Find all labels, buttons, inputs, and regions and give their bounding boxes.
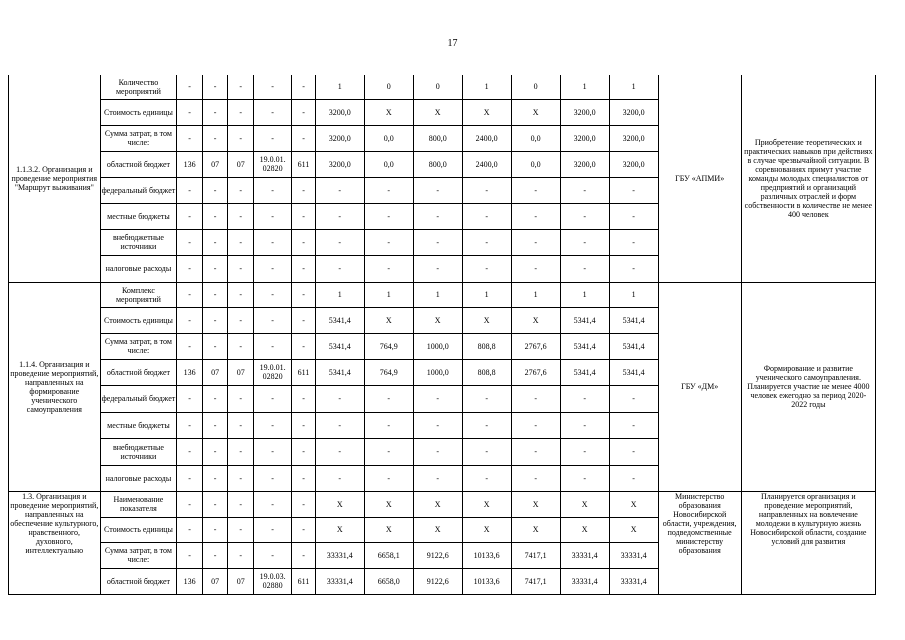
value-cell: 5341,4	[315, 307, 364, 333]
value-cell: X	[413, 99, 462, 125]
value-cell: 2400,0	[462, 125, 511, 151]
value-cell: -	[462, 255, 511, 282]
value-cell: -	[253, 177, 291, 203]
value-cell: 5341,4	[609, 333, 658, 359]
executor-cell: Министерство образования Новосибирской области, учреждения, подведомственные министерству образования	[658, 491, 741, 594]
value-cell: -	[560, 412, 609, 438]
value-cell: X	[462, 307, 511, 333]
value-cell: X	[364, 491, 413, 517]
value-cell: -	[202, 412, 228, 438]
value-cell: -	[292, 203, 315, 229]
value-cell: -	[292, 99, 315, 125]
value-cell: -	[202, 517, 228, 542]
value-cell: -	[202, 385, 228, 412]
value-cell: 5341,4	[560, 333, 609, 359]
value-cell: 3200,0	[609, 151, 658, 177]
value-cell: -	[560, 203, 609, 229]
value-cell: 07	[228, 151, 254, 177]
value-cell: -	[177, 491, 203, 517]
value-cell: 33331,4	[560, 568, 609, 594]
value-cell: 0	[511, 75, 560, 99]
value-cell: -	[413, 438, 462, 465]
value-cell: -	[413, 385, 462, 412]
measure-name-cell: 1.1.3.2. Организация и проведение мероприятия "Маршрут выживания"	[9, 75, 101, 282]
value-cell: X	[511, 517, 560, 542]
value-cell: -	[315, 177, 364, 203]
value-cell: -	[292, 517, 315, 542]
value-cell: -	[315, 438, 364, 465]
value-cell: 1	[462, 282, 511, 307]
value-cell: -	[292, 465, 315, 491]
value-cell: 1000,0	[413, 333, 462, 359]
value-cell: 0,0	[511, 125, 560, 151]
value-cell: -	[253, 99, 291, 125]
value-cell: -	[462, 203, 511, 229]
value-cell: -	[202, 282, 228, 307]
value-cell: -	[253, 203, 291, 229]
value-cell: -	[413, 412, 462, 438]
value-cell: -	[202, 542, 228, 568]
value-cell: X	[364, 307, 413, 333]
indicator-label-cell: Сумма затрат, в том числе:	[100, 542, 177, 568]
value-cell: 07	[202, 151, 228, 177]
value-cell: -	[462, 177, 511, 203]
value-cell: 1	[609, 75, 658, 99]
value-cell: 1	[315, 75, 364, 99]
value-cell: 764,9	[364, 359, 413, 385]
indicator-label-cell: федеральный бюджет	[100, 177, 177, 203]
value-cell: -	[253, 542, 291, 568]
value-cell: -	[253, 465, 291, 491]
table-row	[9, 282, 876, 307]
value-cell: -	[202, 333, 228, 359]
value-cell: -	[253, 255, 291, 282]
value-cell: -	[253, 491, 291, 517]
value-cell: X	[315, 491, 364, 517]
value-cell: -	[253, 75, 291, 99]
value-cell: -	[609, 203, 658, 229]
value-cell: -	[177, 282, 203, 307]
value-cell: -	[177, 542, 203, 568]
indicator-label-cell: Наименование показателя	[100, 491, 177, 517]
value-cell: 5341,4	[560, 359, 609, 385]
value-cell: X	[462, 517, 511, 542]
value-cell: 07	[228, 568, 254, 594]
value-cell: -	[511, 255, 560, 282]
value-cell: -	[202, 491, 228, 517]
value-cell: -	[315, 385, 364, 412]
value-cell: 33331,4	[315, 542, 364, 568]
value-cell: -	[177, 412, 203, 438]
value-cell: -	[228, 307, 254, 333]
value-cell: 10133,6	[462, 568, 511, 594]
value-cell: -	[202, 75, 228, 99]
value-cell: 1	[560, 282, 609, 307]
value-cell: -	[228, 203, 254, 229]
indicator-label-cell: внебюджетные источники	[100, 229, 177, 255]
value-cell: -	[511, 177, 560, 203]
indicator-label-cell: Стоимость единицы	[100, 307, 177, 333]
indicator-label-cell: областной бюджет	[100, 568, 177, 594]
value-cell: 136	[177, 359, 203, 385]
indicator-label-cell: местные бюджеты	[100, 412, 177, 438]
measure-name-cell: 1.1.4. Организация и проведение мероприятий, направленных на формирование ученического самоуправления	[9, 282, 101, 491]
value-cell: -	[364, 412, 413, 438]
value-cell: 800,0	[413, 151, 462, 177]
value-cell: -	[315, 412, 364, 438]
value-cell: X	[315, 517, 364, 542]
value-cell: 0,0	[364, 151, 413, 177]
value-cell: -	[315, 465, 364, 491]
value-cell: -	[560, 465, 609, 491]
value-cell: -	[511, 385, 560, 412]
value-cell: -	[202, 125, 228, 151]
value-cell: 3200,0	[315, 151, 364, 177]
indicator-label-cell: Сумма затрат, в том числе:	[100, 333, 177, 359]
value-cell: X	[364, 99, 413, 125]
value-cell: -	[177, 229, 203, 255]
value-cell: 9122,6	[413, 568, 462, 594]
value-cell: 1	[609, 282, 658, 307]
value-cell: -	[253, 282, 291, 307]
value-cell: -	[253, 517, 291, 542]
value-cell: -	[202, 177, 228, 203]
value-cell: -	[253, 385, 291, 412]
value-cell: -	[560, 385, 609, 412]
value-cell: -	[292, 75, 315, 99]
value-cell: 3200,0	[315, 125, 364, 151]
value-cell: -	[511, 465, 560, 491]
indicator-label-cell: федеральный бюджет	[100, 385, 177, 412]
value-cell: -	[177, 333, 203, 359]
program-table	[8, 75, 876, 595]
value-cell: -	[364, 438, 413, 465]
indicator-label-cell: налоговые расходы	[100, 255, 177, 282]
executor-cell: ГБУ «ДМ»	[658, 282, 741, 491]
value-cell: -	[462, 412, 511, 438]
indicator-label-cell: Стоимость единицы	[100, 99, 177, 125]
table-row	[9, 75, 876, 99]
value-cell: -	[202, 255, 228, 282]
expected-result-cell: Приобретение теоретических и практических навыков при действиях в случае чрезвычайной ситуации. В соревнованиях примут участие команды молодых специалистов от предприятий и организаций различных отраслей и форм собственности в количестве не менее 400 человек	[741, 75, 875, 282]
value-cell: 2767,6	[511, 359, 560, 385]
value-cell: 1000,0	[413, 359, 462, 385]
value-cell: -	[292, 282, 315, 307]
value-cell: -	[364, 255, 413, 282]
value-cell: -	[177, 385, 203, 412]
value-cell: -	[202, 307, 228, 333]
value-cell: -	[202, 465, 228, 491]
value-cell: X	[511, 491, 560, 517]
value-cell: X	[560, 517, 609, 542]
value-cell: -	[228, 412, 254, 438]
value-cell: 2400,0	[462, 151, 511, 177]
indicator-label-cell: Сумма затрат, в том числе:	[100, 125, 177, 151]
value-cell: 136	[177, 151, 203, 177]
value-cell: -	[315, 203, 364, 229]
value-cell: 6658,0	[364, 568, 413, 594]
value-cell: -	[560, 438, 609, 465]
value-cell: -	[177, 255, 203, 282]
value-cell: X	[413, 517, 462, 542]
value-cell: 33331,4	[560, 542, 609, 568]
value-cell: 5341,4	[609, 307, 658, 333]
value-cell: X	[413, 491, 462, 517]
value-cell: -	[228, 75, 254, 99]
value-cell: X	[462, 491, 511, 517]
value-cell: -	[292, 125, 315, 151]
value-cell: 808,8	[462, 359, 511, 385]
table-body	[9, 75, 876, 594]
value-cell: -	[228, 125, 254, 151]
table-row	[9, 491, 876, 517]
value-cell: -	[292, 307, 315, 333]
value-cell: 0,0	[511, 151, 560, 177]
value-cell: -	[228, 177, 254, 203]
value-cell: -	[560, 255, 609, 282]
value-cell: 07	[228, 359, 254, 385]
value-cell: -	[228, 491, 254, 517]
value-cell: -	[413, 203, 462, 229]
value-cell: -	[177, 307, 203, 333]
value-cell: X	[364, 517, 413, 542]
value-cell: -	[609, 465, 658, 491]
value-cell: -	[292, 177, 315, 203]
value-cell: 33331,4	[315, 568, 364, 594]
value-cell: -	[462, 465, 511, 491]
value-cell: 1	[364, 282, 413, 307]
value-cell: -	[202, 438, 228, 465]
value-cell: X	[560, 491, 609, 517]
value-cell: -	[253, 125, 291, 151]
indicator-label-cell: налоговые расходы	[100, 465, 177, 491]
value-cell: 0	[364, 75, 413, 99]
value-cell: -	[228, 517, 254, 542]
value-cell: 136	[177, 568, 203, 594]
value-cell: -	[364, 229, 413, 255]
value-cell: -	[253, 307, 291, 333]
value-cell: -	[364, 203, 413, 229]
value-cell: -	[292, 385, 315, 412]
value-cell: -	[462, 438, 511, 465]
value-cell: -	[609, 438, 658, 465]
value-cell: -	[228, 282, 254, 307]
value-cell: -	[413, 465, 462, 491]
value-cell: -	[292, 542, 315, 568]
value-cell: -	[511, 412, 560, 438]
value-cell: 19.0.03. 02880	[253, 568, 291, 594]
value-cell: -	[413, 177, 462, 203]
value-cell: -	[228, 385, 254, 412]
value-cell: 1	[511, 282, 560, 307]
value-cell: -	[177, 438, 203, 465]
value-cell: 3200,0	[609, 125, 658, 151]
value-cell: X	[609, 517, 658, 542]
value-cell: -	[228, 465, 254, 491]
value-cell: 19.0.01. 02820	[253, 151, 291, 177]
value-cell: -	[228, 542, 254, 568]
value-cell: -	[462, 385, 511, 412]
value-cell: -	[315, 229, 364, 255]
value-cell: 611	[292, 151, 315, 177]
value-cell: -	[253, 229, 291, 255]
value-cell: -	[364, 465, 413, 491]
value-cell: 800,0	[413, 125, 462, 151]
value-cell: -	[364, 385, 413, 412]
value-cell: -	[228, 333, 254, 359]
value-cell: 07	[202, 359, 228, 385]
value-cell: -	[364, 177, 413, 203]
value-cell: -	[202, 203, 228, 229]
value-cell: -	[609, 229, 658, 255]
value-cell: X	[462, 99, 511, 125]
value-cell: 3200,0	[560, 99, 609, 125]
page-number: 17	[447, 38, 458, 49]
value-cell: 3200,0	[315, 99, 364, 125]
value-cell: 5341,4	[315, 359, 364, 385]
value-cell: -	[292, 229, 315, 255]
indicator-label-cell: Стоимость единицы	[100, 517, 177, 542]
value-cell: -	[253, 333, 291, 359]
value-cell: -	[177, 203, 203, 229]
value-cell: 1	[315, 282, 364, 307]
value-cell: 1	[560, 75, 609, 99]
value-cell: -	[292, 438, 315, 465]
value-cell: -	[177, 517, 203, 542]
value-cell: X	[609, 491, 658, 517]
value-cell: 2767,6	[511, 333, 560, 359]
value-cell: -	[177, 465, 203, 491]
value-cell: -	[609, 412, 658, 438]
value-cell: 5341,4	[560, 307, 609, 333]
value-cell: -	[413, 229, 462, 255]
value-cell: -	[202, 229, 228, 255]
value-cell: -	[253, 412, 291, 438]
indicator-label-cell: областной бюджет	[100, 359, 177, 385]
value-cell: -	[560, 229, 609, 255]
value-cell: -	[292, 255, 315, 282]
value-cell: -	[177, 125, 203, 151]
indicator-label-cell: местные бюджеты	[100, 203, 177, 229]
indicator-label-cell: Количество мероприятий	[100, 75, 177, 99]
value-cell: X	[511, 99, 560, 125]
value-cell: -	[315, 255, 364, 282]
value-cell: -	[511, 438, 560, 465]
value-cell: 0	[413, 75, 462, 99]
value-cell: 07	[202, 568, 228, 594]
executor-cell: ГБУ «АПМИ»	[658, 75, 741, 282]
value-cell: 5341,4	[609, 359, 658, 385]
value-cell: -	[292, 412, 315, 438]
value-cell: 1	[462, 75, 511, 99]
value-cell: 7417,1	[511, 568, 560, 594]
value-cell: -	[177, 99, 203, 125]
value-cell: 33331,4	[609, 568, 658, 594]
value-cell: X	[511, 307, 560, 333]
value-cell: -	[177, 177, 203, 203]
value-cell: -	[228, 99, 254, 125]
value-cell: -	[228, 255, 254, 282]
expected-result-cell: Планируется организация и проведение мероприятий, направленных на вовлечение молодежи в культурную жизнь Новосибирской области, создание условий для развития	[741, 491, 875, 594]
value-cell: -	[560, 177, 609, 203]
value-cell: -	[228, 438, 254, 465]
value-cell: 19.0.01. 02820	[253, 359, 291, 385]
indicator-label-cell: областной бюджет	[100, 151, 177, 177]
value-cell: 0,0	[364, 125, 413, 151]
expected-result-cell: Формирование и развитие ученического самоуправления. Планируется участие не менее 4000 человек ежегодно за период 2020-2022 годы	[741, 282, 875, 491]
value-cell: 5341,4	[315, 333, 364, 359]
value-cell: 3200,0	[560, 125, 609, 151]
value-cell: 6658,1	[364, 542, 413, 568]
value-cell: 808,8	[462, 333, 511, 359]
value-cell: 33331,4	[609, 542, 658, 568]
value-cell: -	[292, 333, 315, 359]
value-cell: -	[177, 75, 203, 99]
value-cell: -	[609, 177, 658, 203]
value-cell: 611	[292, 568, 315, 594]
value-cell: 9122,6	[413, 542, 462, 568]
value-cell: -	[292, 491, 315, 517]
value-cell: -	[202, 99, 228, 125]
value-cell: -	[511, 229, 560, 255]
value-cell: 10133,6	[462, 542, 511, 568]
value-cell: X	[413, 307, 462, 333]
value-cell: 3200,0	[560, 151, 609, 177]
indicator-label-cell: Комплекс мероприятий	[100, 282, 177, 307]
value-cell: 1	[413, 282, 462, 307]
value-cell: -	[609, 385, 658, 412]
value-cell: 3200,0	[609, 99, 658, 125]
value-cell: 7417,1	[511, 542, 560, 568]
value-cell: -	[253, 438, 291, 465]
indicator-label-cell: внебюджетные источники	[100, 438, 177, 465]
value-cell: -	[413, 255, 462, 282]
value-cell: -	[609, 255, 658, 282]
value-cell: 764,9	[364, 333, 413, 359]
measure-name-cell: 1.3. Организация и проведение мероприятий, направленных на обеспечение культурного, нравственного, духовного, интеллектуально	[9, 491, 101, 594]
value-cell: -	[511, 203, 560, 229]
value-cell: -	[462, 229, 511, 255]
value-cell: -	[228, 229, 254, 255]
value-cell: 611	[292, 359, 315, 385]
